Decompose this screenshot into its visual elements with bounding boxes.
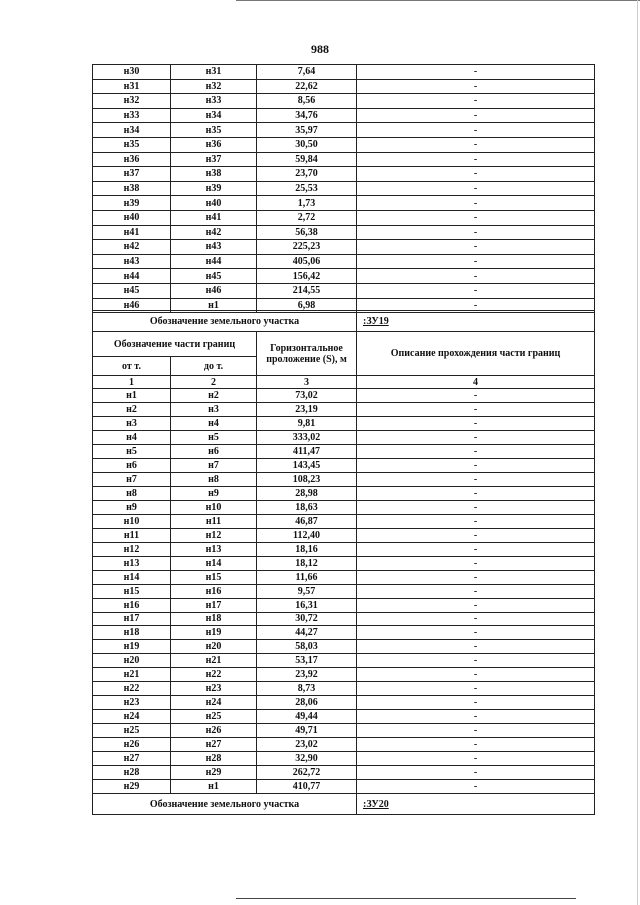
plot-designation: :ЗУ19 [357, 311, 595, 332]
distance-value: 143,45 [257, 458, 357, 472]
from-point: н11 [93, 528, 171, 542]
distance-value: 30,50 [257, 137, 357, 152]
table-row [93, 283, 595, 298]
from-point: н13 [93, 556, 171, 570]
description-value: - [357, 752, 595, 766]
description-value: - [357, 389, 595, 403]
to-point: н3 [171, 402, 257, 416]
table-row [93, 542, 595, 556]
description-value: - [357, 682, 595, 696]
table-row [93, 196, 595, 211]
description-value: - [357, 298, 595, 313]
from-point: н22 [93, 682, 171, 696]
table-row [93, 724, 595, 738]
distance-value: 23,92 [257, 668, 357, 682]
table-row [93, 472, 595, 486]
description-value: - [357, 598, 595, 612]
from-point: н38 [93, 181, 171, 196]
from-point: н34 [93, 123, 171, 138]
from-point: н28 [93, 766, 171, 780]
to-point: н25 [171, 710, 257, 724]
from-point: н8 [93, 486, 171, 500]
to-point: н11 [171, 514, 257, 528]
distance-value: 46,87 [257, 514, 357, 528]
to-point: н26 [171, 724, 257, 738]
distance-value: 225,23 [257, 240, 357, 255]
boundary-table-zu19 [92, 310, 595, 815]
description-value: - [357, 444, 595, 458]
to-point: н33 [171, 94, 257, 109]
table-row [93, 570, 595, 584]
from-point: н9 [93, 500, 171, 514]
from-point: н39 [93, 196, 171, 211]
plot-label: Обозначение земельного участка [93, 311, 357, 332]
table-row [93, 766, 595, 780]
description-value: - [357, 430, 595, 444]
description-value: - [357, 196, 595, 211]
description-value: - [357, 556, 595, 570]
to-point: н23 [171, 682, 257, 696]
table-row [93, 598, 595, 612]
from-point: н3 [93, 416, 171, 430]
distance-value: 214,55 [257, 283, 357, 298]
header-from-point: от т. [93, 357, 171, 376]
from-point: н45 [93, 283, 171, 298]
distance-value: 28,98 [257, 486, 357, 500]
from-point: н4 [93, 430, 171, 444]
column-number: 3 [257, 376, 357, 389]
to-point: н1 [171, 780, 257, 794]
to-point: н28 [171, 752, 257, 766]
to-point: н35 [171, 123, 257, 138]
description-value: - [357, 94, 595, 109]
table-row [93, 738, 595, 752]
from-point: н20 [93, 654, 171, 668]
distance-value: 18,16 [257, 542, 357, 556]
to-point: н13 [171, 542, 257, 556]
distance-value: 23,19 [257, 402, 357, 416]
distance-value: 16,31 [257, 598, 357, 612]
distance-value: 405,06 [257, 254, 357, 269]
table-row [93, 500, 595, 514]
to-point: н7 [171, 458, 257, 472]
table-row [93, 123, 595, 138]
table-row [93, 225, 595, 240]
from-point: н19 [93, 640, 171, 654]
description-value: - [357, 780, 595, 794]
from-point: н14 [93, 570, 171, 584]
to-point: н42 [171, 225, 257, 240]
from-point: н24 [93, 710, 171, 724]
from-point: н29 [93, 780, 171, 794]
description-value: - [357, 240, 595, 255]
from-point: н40 [93, 210, 171, 225]
to-point: н1 [171, 298, 257, 313]
column-number: 2 [171, 376, 257, 389]
to-point: н29 [171, 766, 257, 780]
description-value: - [357, 696, 595, 710]
from-point: н37 [93, 167, 171, 182]
description-value: - [357, 738, 595, 752]
header-to-point: до т. [171, 357, 257, 376]
from-point: н10 [93, 514, 171, 528]
distance-value: 9,81 [257, 416, 357, 430]
to-point: н36 [171, 137, 257, 152]
from-point: н1 [93, 389, 171, 403]
page-number: 988 [311, 42, 329, 56]
distance-value: 410,77 [257, 780, 357, 794]
distance-value: 28,06 [257, 696, 357, 710]
to-point: н8 [171, 472, 257, 486]
to-point: н22 [171, 668, 257, 682]
description-value: - [357, 626, 595, 640]
distance-value: 73,02 [257, 389, 357, 403]
to-point: н40 [171, 196, 257, 211]
from-point: н32 [93, 94, 171, 109]
description-value: - [357, 612, 595, 626]
table-row [93, 181, 595, 196]
description-value: - [357, 570, 595, 584]
to-point: н16 [171, 584, 257, 598]
distance-value: 11,66 [257, 570, 357, 584]
distance-value: 32,90 [257, 752, 357, 766]
table-row [93, 514, 595, 528]
plot-designation: :ЗУ20 [357, 794, 595, 815]
description-value: - [357, 486, 595, 500]
to-point: н5 [171, 430, 257, 444]
distance-value: 18,63 [257, 500, 357, 514]
to-point: н17 [171, 598, 257, 612]
to-point: н27 [171, 738, 257, 752]
scan-bottom-edge [236, 898, 576, 899]
distance-value: 30,72 [257, 612, 357, 626]
to-point: н32 [171, 79, 257, 94]
distance-value: 156,42 [257, 269, 357, 284]
table-row [93, 556, 595, 570]
description-value: - [357, 402, 595, 416]
distance-value: 333,02 [257, 430, 357, 444]
to-point: н43 [171, 240, 257, 255]
table-row [93, 430, 595, 444]
table-row [93, 210, 595, 225]
description-value: - [357, 472, 595, 486]
distance-value: 1,73 [257, 196, 357, 211]
table-row [93, 584, 595, 598]
description-value: - [357, 542, 595, 556]
table-row [93, 752, 595, 766]
description-value: - [357, 584, 595, 598]
from-point: н27 [93, 752, 171, 766]
distance-value: 8,73 [257, 682, 357, 696]
description-value: - [357, 269, 595, 284]
table-row [93, 65, 595, 80]
distance-value: 49,44 [257, 710, 357, 724]
description-value: - [357, 710, 595, 724]
table-row [93, 137, 595, 152]
to-point: н37 [171, 152, 257, 167]
description-value: - [357, 152, 595, 167]
to-point: н21 [171, 654, 257, 668]
description-value: - [357, 640, 595, 654]
to-point: н4 [171, 416, 257, 430]
from-point: н12 [93, 542, 171, 556]
distance-value: 6,98 [257, 298, 357, 313]
table-row [93, 389, 595, 403]
to-point: н9 [171, 486, 257, 500]
distance-value: 59,84 [257, 152, 357, 167]
to-point: н14 [171, 556, 257, 570]
distance-value: 108,23 [257, 472, 357, 486]
boundary-table-continued [92, 64, 595, 313]
to-point: н38 [171, 167, 257, 182]
to-point: н2 [171, 389, 257, 403]
distance-value: 18,12 [257, 556, 357, 570]
description-value: - [357, 283, 595, 298]
to-point: н19 [171, 626, 257, 640]
from-point: н23 [93, 696, 171, 710]
table-row [93, 654, 595, 668]
table-row [93, 640, 595, 654]
table-row [93, 486, 595, 500]
distance-value: 35,97 [257, 123, 357, 138]
distance-value: 56,38 [257, 225, 357, 240]
from-point: н42 [93, 240, 171, 255]
table-row [93, 458, 595, 472]
description-value: - [357, 167, 595, 182]
boundary-table-continued-body [93, 65, 595, 313]
from-point: н36 [93, 152, 171, 167]
from-point: н2 [93, 402, 171, 416]
distance-value: 53,17 [257, 654, 357, 668]
distance-value: 44,27 [257, 626, 357, 640]
to-point: н18 [171, 612, 257, 626]
distance-value: 8,56 [257, 94, 357, 109]
description-value: - [357, 137, 595, 152]
distance-value: 411,47 [257, 444, 357, 458]
to-point: н31 [171, 65, 257, 80]
distance-value: 9,57 [257, 584, 357, 598]
distance-value: 58,03 [257, 640, 357, 654]
table-row [93, 780, 595, 794]
distance-value: 7,64 [257, 65, 357, 80]
table-row [93, 416, 595, 430]
table-row [93, 94, 595, 109]
from-point: н26 [93, 738, 171, 752]
distance-value: 25,53 [257, 181, 357, 196]
table-row [93, 626, 595, 640]
from-point: н30 [93, 65, 171, 80]
table-row [93, 167, 595, 182]
table-row [93, 444, 595, 458]
table-row [93, 402, 595, 416]
from-point: н5 [93, 444, 171, 458]
table-row [93, 696, 595, 710]
from-point: н7 [93, 472, 171, 486]
from-point: н41 [93, 225, 171, 240]
table-row [93, 254, 595, 269]
description-value: - [357, 668, 595, 682]
description-value: - [357, 514, 595, 528]
description-value: - [357, 500, 595, 514]
to-point: н39 [171, 181, 257, 196]
header-horizontal-distance: Горизонтальное проложение (S), м [257, 332, 357, 376]
scan-right-edge [637, 0, 638, 905]
from-point: н18 [93, 626, 171, 640]
from-point: н25 [93, 724, 171, 738]
boundary-table-zu19-body [93, 389, 595, 794]
description-value: - [357, 724, 595, 738]
table-row [93, 710, 595, 724]
from-point: н44 [93, 269, 171, 284]
column-number: 4 [357, 376, 595, 389]
table-row [93, 240, 595, 255]
to-point: н34 [171, 108, 257, 123]
to-point: н10 [171, 500, 257, 514]
header-boundary-parts: Обозначение части границ [93, 332, 257, 357]
table-row [93, 79, 595, 94]
description-value: - [357, 225, 595, 240]
table-row [93, 682, 595, 696]
to-point: н6 [171, 444, 257, 458]
distance-value: 262,72 [257, 766, 357, 780]
distance-value: 2,72 [257, 210, 357, 225]
scan-top-edge [236, 0, 640, 1]
table-row [93, 108, 595, 123]
description-value: - [357, 108, 595, 123]
description-value: - [357, 210, 595, 225]
from-point: н31 [93, 79, 171, 94]
to-point: н24 [171, 696, 257, 710]
to-point: н45 [171, 269, 257, 284]
plot-label: Обозначение земельного участка [93, 794, 357, 815]
description-value: - [357, 528, 595, 542]
from-point: н35 [93, 137, 171, 152]
to-point: н15 [171, 570, 257, 584]
to-point: н20 [171, 640, 257, 654]
from-point: н17 [93, 612, 171, 626]
header-boundary-description: Описание прохождения части границ [357, 332, 595, 376]
distance-value: 49,71 [257, 724, 357, 738]
description-value: - [357, 654, 595, 668]
description-value: - [357, 766, 595, 780]
description-value: - [357, 65, 595, 80]
table-row [93, 668, 595, 682]
description-value: - [357, 79, 595, 94]
column-number: 1 [93, 376, 171, 389]
table-row [93, 269, 595, 284]
from-point: н16 [93, 598, 171, 612]
table-row [93, 152, 595, 167]
from-point: н43 [93, 254, 171, 269]
to-point: н44 [171, 254, 257, 269]
distance-value: 22,62 [257, 79, 357, 94]
description-value: - [357, 254, 595, 269]
from-point: н33 [93, 108, 171, 123]
from-point: н15 [93, 584, 171, 598]
description-value: - [357, 181, 595, 196]
distance-value: 112,40 [257, 528, 357, 542]
from-point: н21 [93, 668, 171, 682]
description-value: - [357, 416, 595, 430]
to-point: н12 [171, 528, 257, 542]
to-point: н41 [171, 210, 257, 225]
distance-value: 23,02 [257, 738, 357, 752]
from-point: н6 [93, 458, 171, 472]
description-value: - [357, 123, 595, 138]
distance-value: 23,70 [257, 167, 357, 182]
table-row [93, 612, 595, 626]
from-point: н46 [93, 298, 171, 313]
description-value: - [357, 458, 595, 472]
table-row [93, 528, 595, 542]
to-point: н46 [171, 283, 257, 298]
distance-value: 34,76 [257, 108, 357, 123]
